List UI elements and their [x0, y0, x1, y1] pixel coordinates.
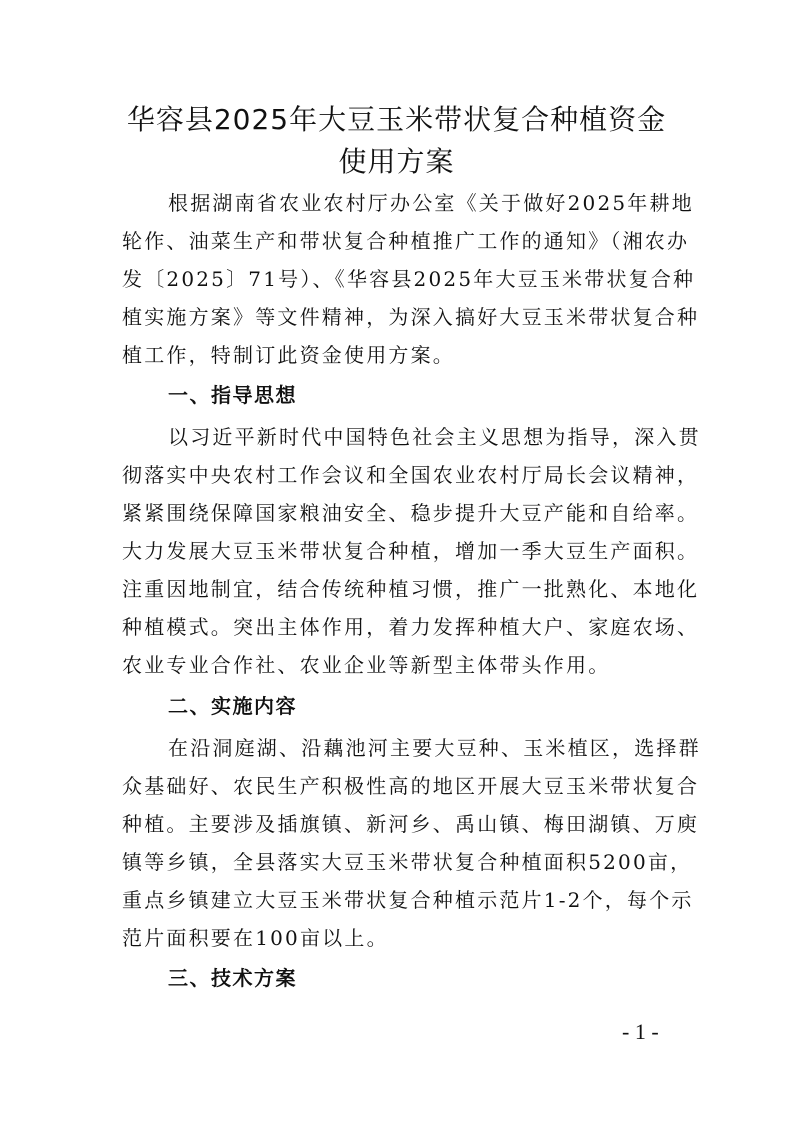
- section-line: 大力发展大豆玉米带状复合种植，增加一季大豆生产面积。: [122, 539, 700, 563]
- section-line: 注重因地制宜，结合传统种植习惯，推广一批熟化、本地化: [122, 577, 700, 601]
- section-heading-guiding-ideology: 一、指导思想: [168, 383, 297, 407]
- section-line: 紧紧围绕保障国家粮油安全、稳步提升大豆产能和自给率。: [122, 501, 700, 525]
- page-number: - 1 -: [622, 1019, 659, 1044]
- section-line: 种植。主要涉及插旗镇、新河乡、禹山镇、梅田湖镇、万庾: [122, 812, 700, 836]
- section-heading-implementation: 二、实施内容: [168, 694, 297, 718]
- intro-line: 植实施方案》等文件精神，为深入搞好大豆玉米带状复合种: [122, 305, 700, 329]
- document-title-line-2: 使用方案: [338, 145, 455, 178]
- intro-line: 根据湖南省农业农村厅办公室《关于做好2025年耕地: [168, 191, 694, 215]
- section-line: 镇等乡镇，全县落实大豆玉米带状复合种植面积5200亩，: [122, 850, 693, 874]
- section-line: 重点乡镇建立大豆玉米带状复合种植示范片1-2个，每个示: [122, 888, 694, 912]
- document-title-line-1: 华容县2025年大豆玉米带状复合种植资金: [126, 103, 667, 136]
- section-line: 众基础好、农民生产积极性高的地区开展大豆玉米带状复合: [122, 774, 700, 798]
- section-heading-technical-plan: 三、技术方案: [168, 966, 297, 990]
- intro-line: 发〔2025〕71号）、《华容县2025年大豆玉米带状复合种: [122, 267, 696, 291]
- section-line: 彻落实中央农村工作会议和全国农业农村厅局长会议精神，: [122, 463, 700, 487]
- section-line: 农业专业合作社、农业企业等新型主体带头作用。: [122, 653, 611, 677]
- section-line: 种植模式。突出主体作用，着力发挥种植大户、家庭农场、: [122, 615, 700, 639]
- section-line: 范片面积要在100亩以上。: [122, 926, 389, 950]
- section-line: 在沿洞庭湖、沿藕池河主要大豆种、玉米植区，选择群: [168, 736, 701, 760]
- intro-line: 植工作，特制订此资金使用方案。: [122, 343, 455, 367]
- intro-line: 轮作、油菜生产和带状复合种植推广工作的通知》（湘农办: [122, 229, 690, 253]
- section-line: 以习近平新时代中国特色社会主义思想为指导，深入贯: [168, 425, 701, 449]
